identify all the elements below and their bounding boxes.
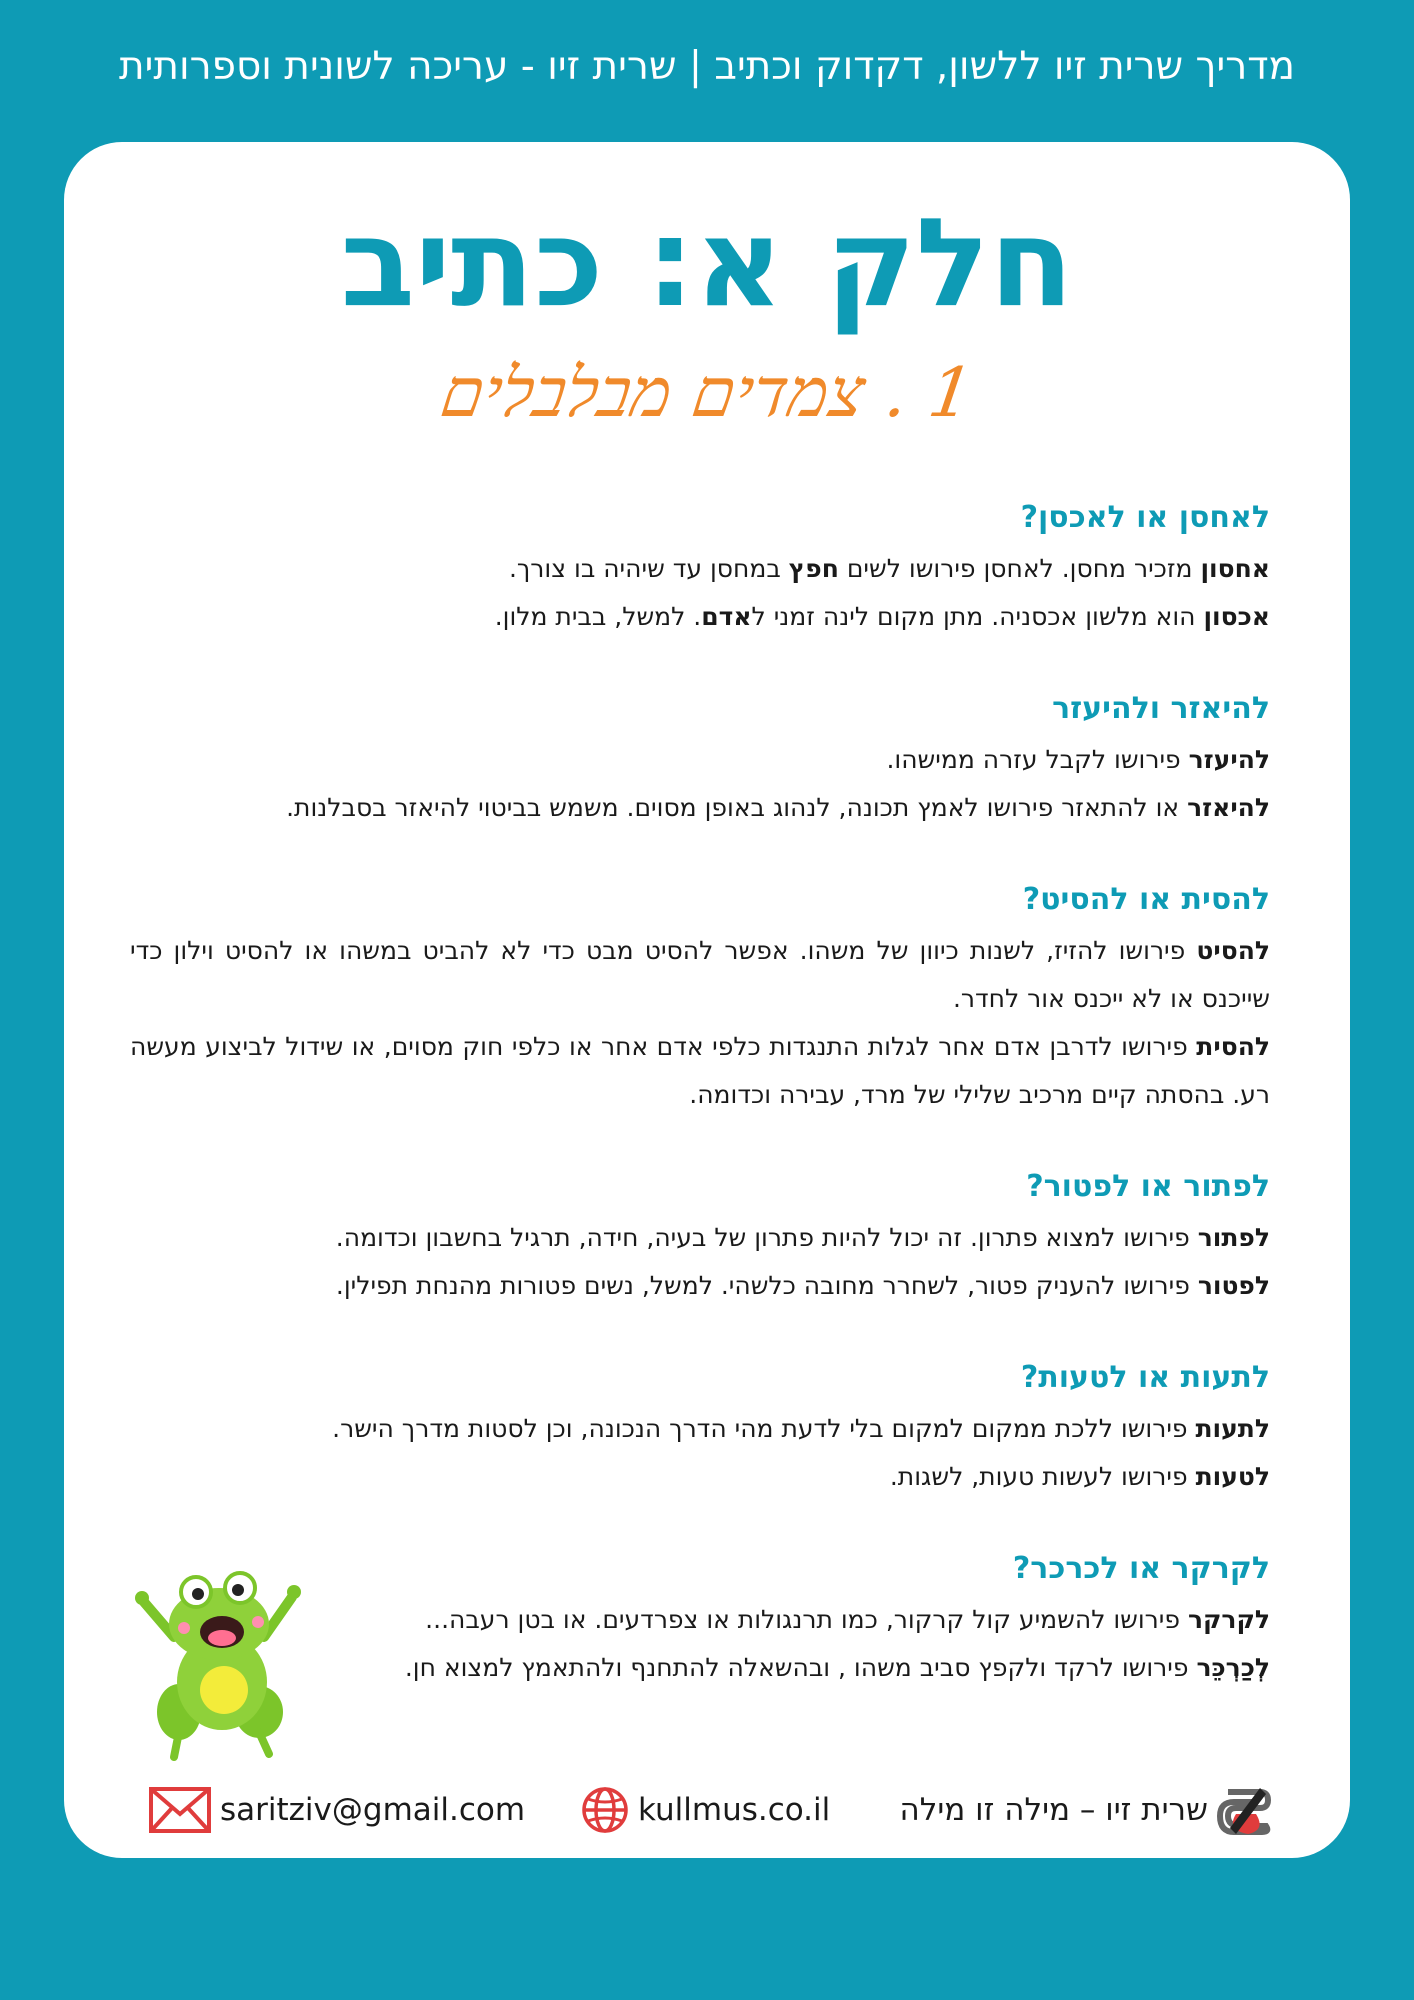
entry-term: לטעות (1195, 1462, 1270, 1491)
entry-definition (130, 1023, 1270, 1119)
entry-heading: לאחסן או לאכסן? (1020, 500, 1270, 535)
globe-icon (580, 1785, 630, 1835)
header-tagline: מדריך שרית זיו ללשון, דקדוק וכתיב | שרית זיו - עריכה לשונית וספרותית (119, 44, 1295, 89)
entry-term: להסיט (1196, 936, 1270, 965)
entry-definition (130, 1453, 1270, 1501)
entry-text: פירושו לעשות טעות, לשגות. (889, 1462, 1196, 1491)
entry-text: . למשל, בבית מלון. (494, 602, 702, 631)
entry-definition (130, 927, 1270, 1023)
brand-text: שרית זיו – מילה זו מילה (899, 1792, 1208, 1828)
entry-heading: לקרקר או לכרכר? (1012, 1551, 1270, 1586)
footer (64, 1782, 1350, 1842)
entry-term: להיעזר (1188, 745, 1270, 774)
email-text[interactable]: saritziv@gmail.com (220, 1792, 526, 1828)
section-subtitle: 1 . צמדים מבלבלים (436, 354, 978, 433)
entry-definition (130, 736, 1270, 784)
entry-definition (130, 1214, 1270, 1262)
entry-text: פירושו לרקד ולקפץ סביב משהו , ובהשאלה להתחנף ולהתאמץ למצוא חן. (404, 1653, 1197, 1682)
entry-text: פירושו למצוא פתרון. זה יכול להיות פתרון של בעיה, חידה, תרגיל בחשבון וכדומה. (335, 1223, 1198, 1252)
entry-text: פירושו לקבל עזרה ממישהו. (886, 745, 1189, 774)
entry-text: הוא מלשון אכסניה. מתן מקום לינה זמני ל (751, 602, 1204, 631)
website-text[interactable]: kullmus.co.il (638, 1792, 831, 1828)
footer-email[interactable] (140, 1782, 525, 1838)
entry-heading: להיאזר ולהיעזר (1052, 691, 1270, 726)
entry-term: אחסון (1200, 554, 1270, 583)
footer-brand (899, 1782, 1280, 1838)
entry-term: אדם (701, 602, 752, 631)
entry-text: פירושו לדרבן אדם אחר לגלות התנגדות כלפי אדם אחר או כלפי חוק מסוים, או שידול לביצוע מעשה רע. בהסתה קיים מרכיב שלילי של מרד, עבירה וכדומה. (130, 1032, 1270, 1109)
entry-text: פירושו להעניק פטור, לשחרר מחובה כלשהי. למשל, נשים פטורות מהנחת תפילין. (335, 1271, 1198, 1300)
entry-text: פירושו ללכת ממקום למקום בלי לדעת מהי הדרך הנכונה, וכן לסטות מדרך הישר. (332, 1414, 1196, 1443)
page-title: חלק א: כתיב (340, 192, 1074, 334)
entry-text: פירושו להזיז, לשנות כיוון של משהו. אפשר להסיט מבט כדי לא להביט במשהו או להסיט וילון כדי שייכנס או לא ייכנס אור לחדר. (130, 936, 1270, 1013)
pen-logo-icon (1216, 1784, 1272, 1836)
content-card (64, 142, 1350, 1858)
entry-section (130, 500, 1270, 641)
entry-text: מזכיר מחסן. לאחסן פירושו לשים (838, 554, 1201, 583)
entry-heading: לתעות או לטעות? (1020, 1360, 1270, 1395)
entry-definition (130, 593, 1270, 641)
entry-term: אכסון (1203, 602, 1270, 631)
entry-term: להסית (1196, 1032, 1270, 1061)
mail-icon (148, 1786, 212, 1834)
entry-term: לפטור (1197, 1271, 1270, 1300)
footer-website[interactable] (572, 1782, 830, 1838)
entry-definition (130, 1262, 1270, 1310)
entry-definition (130, 545, 1270, 593)
entry-definition (130, 1405, 1270, 1453)
entry-term: לקרקר (1187, 1605, 1270, 1634)
entry-term: לתעות (1195, 1414, 1270, 1443)
entry-text: פירושו להשמיע קול קרקור, כמו תרנגולות או צפרדעים. או בטן רעבה... (425, 1605, 1188, 1634)
entry-text: במחסן עד שיהיה בו צורך. (508, 554, 789, 583)
entry-section (130, 1360, 1270, 1501)
entry-term: לפתור (1197, 1223, 1270, 1252)
frog-illustration (134, 1562, 304, 1762)
sections-container (130, 500, 1270, 1742)
entry-definition (130, 784, 1270, 832)
entry-section (130, 691, 1270, 832)
entry-heading: לפתור או לפטור? (1026, 1169, 1270, 1204)
entry-section (130, 1169, 1270, 1310)
entry-text: או להתאזר פירושו לאמץ תכונה, לנהוג באופן מסוים. משמש בביטוי להיאזר בסבלנות. (286, 793, 1188, 822)
entry-term: חפץ (788, 554, 839, 583)
entry-term: לְכַרְכֵּר (1196, 1653, 1270, 1682)
entry-heading: להסית או להסיט? (1022, 882, 1270, 917)
entry-term: להיאזר (1187, 793, 1270, 822)
entry-section (130, 882, 1270, 1119)
